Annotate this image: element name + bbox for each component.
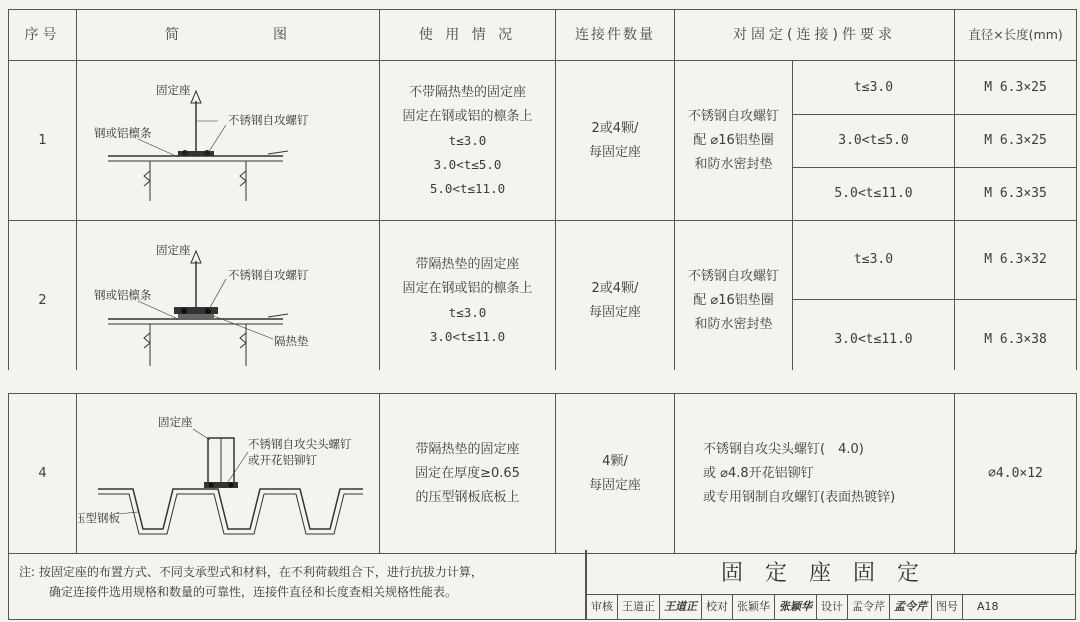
qty-line: 每固定座 bbox=[588, 304, 641, 320]
requirement-cell bbox=[675, 394, 955, 554]
row-number: 4 bbox=[9, 394, 77, 554]
header-requirement: 对固定(连接)件要求 bbox=[675, 10, 955, 61]
qty-line: 每固定座 bbox=[588, 144, 641, 160]
usage-line: t≤3.0 bbox=[448, 304, 487, 320]
usage-line: 3.0<t≤5.0 bbox=[433, 156, 502, 172]
usage-line: 固定在钢或铝的檩条上 bbox=[402, 108, 533, 124]
design-label: 设计 bbox=[817, 595, 848, 619]
label-rivet: 或开花铝铆钉 bbox=[248, 453, 317, 467]
condition-cell: 3.0<t≤5.0 bbox=[793, 115, 955, 168]
req-line: 或 ⌀4.8开花铝铆钉 bbox=[703, 465, 814, 481]
header-no: 序号 bbox=[9, 10, 77, 61]
reviewer-signature: 王道正 bbox=[660, 595, 702, 619]
table-row bbox=[9, 221, 1077, 300]
reviewer-name: 王道正 bbox=[618, 595, 660, 619]
req-line: 不锈钢自攻螺钉 bbox=[687, 268, 779, 284]
label-screw: 不锈钢自攻螺钉 bbox=[228, 268, 309, 282]
checker-name: 张颖华 bbox=[733, 595, 775, 619]
review-label: 审核 bbox=[587, 595, 618, 619]
designer-name: 孟令芹 bbox=[848, 595, 890, 619]
req-line: 配 ⌀16铝垫圈 bbox=[693, 132, 774, 148]
size-cell: M 6.3×38 bbox=[955, 300, 1077, 381]
size-cell: M 6.3×35 bbox=[955, 168, 1077, 221]
qty-line: 2或4颗/ bbox=[591, 280, 639, 296]
diagram-cell bbox=[77, 61, 380, 221]
requirement-cell bbox=[675, 221, 793, 381]
size-cell: ⌀4.0×12 bbox=[955, 394, 1077, 554]
row-number: 2 bbox=[9, 221, 77, 381]
seat-fixing-diagram-4 bbox=[78, 394, 378, 544]
usage-line: 带隔热垫的固定座 bbox=[415, 441, 520, 457]
seat-fixing-diagram-2 bbox=[78, 221, 378, 371]
diagram-cell bbox=[77, 221, 380, 381]
footnote bbox=[8, 550, 586, 620]
header-qty: 连接件数量 bbox=[556, 10, 675, 61]
condition-cell: t≤3.0 bbox=[793, 61, 955, 115]
condition-cell: 5.0<t≤11.0 bbox=[793, 168, 955, 221]
label-purlin: 钢或铝檩条 bbox=[94, 288, 152, 302]
usage-line: 固定在厚度≥0.65 bbox=[415, 465, 520, 481]
check-label: 校对 bbox=[702, 595, 733, 619]
designer-signature: 孟令芹 bbox=[890, 595, 932, 619]
qty-line: 4颗/ bbox=[602, 453, 628, 469]
size-cell: M 6.3×32 bbox=[955, 221, 1077, 300]
note-line: 注: 按固定座的布置方式、不同支承型式和材料，在不利荷载组合下，进行抗拔力计算， bbox=[19, 565, 483, 579]
condition-cell: t≤3.0 bbox=[793, 221, 955, 300]
checker-signature: 张颖华 bbox=[775, 595, 817, 619]
label-seat: 固定座 bbox=[158, 415, 193, 429]
label-purlin: 钢或铝檩条 bbox=[94, 126, 152, 140]
title-block bbox=[586, 550, 1076, 620]
figure-number: A18 bbox=[977, 600, 999, 613]
qty-cell bbox=[556, 221, 675, 381]
usage-line: t≤3.0 bbox=[448, 132, 487, 148]
qty-line: 每固定座 bbox=[588, 477, 641, 493]
header-usage: 使 用 情 况 bbox=[380, 10, 556, 61]
table-row bbox=[9, 394, 1077, 554]
usage-line: 不带隔热垫的固定座 bbox=[408, 84, 526, 100]
label-pad: 隔热垫 bbox=[274, 334, 309, 348]
qty-cell bbox=[556, 394, 675, 554]
usage-line: 3.0<t≤11.0 bbox=[429, 328, 506, 344]
req-line: 不锈钢自攻螺钉 bbox=[687, 108, 779, 124]
spec-table-top bbox=[8, 9, 1077, 381]
header-diagram: 简 图 bbox=[77, 10, 380, 61]
req-line: 配 ⌀16铝垫圈 bbox=[693, 292, 774, 308]
condition-cell: 3.0<t≤11.0 bbox=[793, 300, 955, 381]
req-line: 和防水密封垫 bbox=[694, 156, 773, 172]
row-number: 1 bbox=[9, 61, 77, 221]
label-screw: 不锈钢自攻尖头螺钉 bbox=[248, 437, 352, 451]
spec-table-bottom bbox=[8, 393, 1077, 554]
usage-cell bbox=[380, 221, 556, 381]
size-cell: M 6.3×25 bbox=[955, 115, 1077, 168]
usage-cell bbox=[380, 61, 556, 221]
req-line: 不锈钢自攻尖头螺钉( 4.0) bbox=[703, 441, 864, 457]
req-line: 和防水密封垫 bbox=[694, 316, 773, 332]
usage-line: 的压型钢板底板上 bbox=[415, 489, 520, 505]
usage-line: 5.0<t≤11.0 bbox=[429, 180, 506, 196]
drawing-title: 固定座固定 bbox=[587, 554, 1075, 595]
sign-off-row bbox=[587, 595, 1075, 619]
usage-line: 固定在钢或铝的檩条上 bbox=[402, 280, 533, 296]
header-size: 直径×长度(mm) bbox=[955, 10, 1077, 61]
seat-fixing-diagram-1 bbox=[78, 61, 378, 211]
note-line: 确定连接件选用规格和数量的可靠性，连接件直径和长度查相关规格性能表。 bbox=[49, 585, 458, 599]
size-cell: M 6.3×25 bbox=[955, 61, 1077, 115]
req-line: 或专用钢制自攻螺钉(表面热镀锌) bbox=[703, 489, 896, 505]
label-screw: 不锈钢自攻螺钉 bbox=[228, 113, 309, 127]
qty-cell bbox=[556, 61, 675, 221]
table-row bbox=[9, 61, 1077, 115]
diagram-cell bbox=[77, 394, 380, 554]
label-seat: 固定座 bbox=[156, 83, 191, 97]
label-deck: 压型钢板 bbox=[78, 511, 120, 525]
section-gap bbox=[0, 370, 1080, 390]
requirement-cell bbox=[675, 61, 793, 221]
label-seat: 固定座 bbox=[156, 243, 191, 257]
qty-line: 2或4颗/ bbox=[591, 120, 639, 136]
figure-label: 图号 bbox=[932, 595, 963, 619]
usage-cell bbox=[380, 394, 556, 554]
usage-line: 带隔热垫的固定座 bbox=[415, 256, 520, 272]
